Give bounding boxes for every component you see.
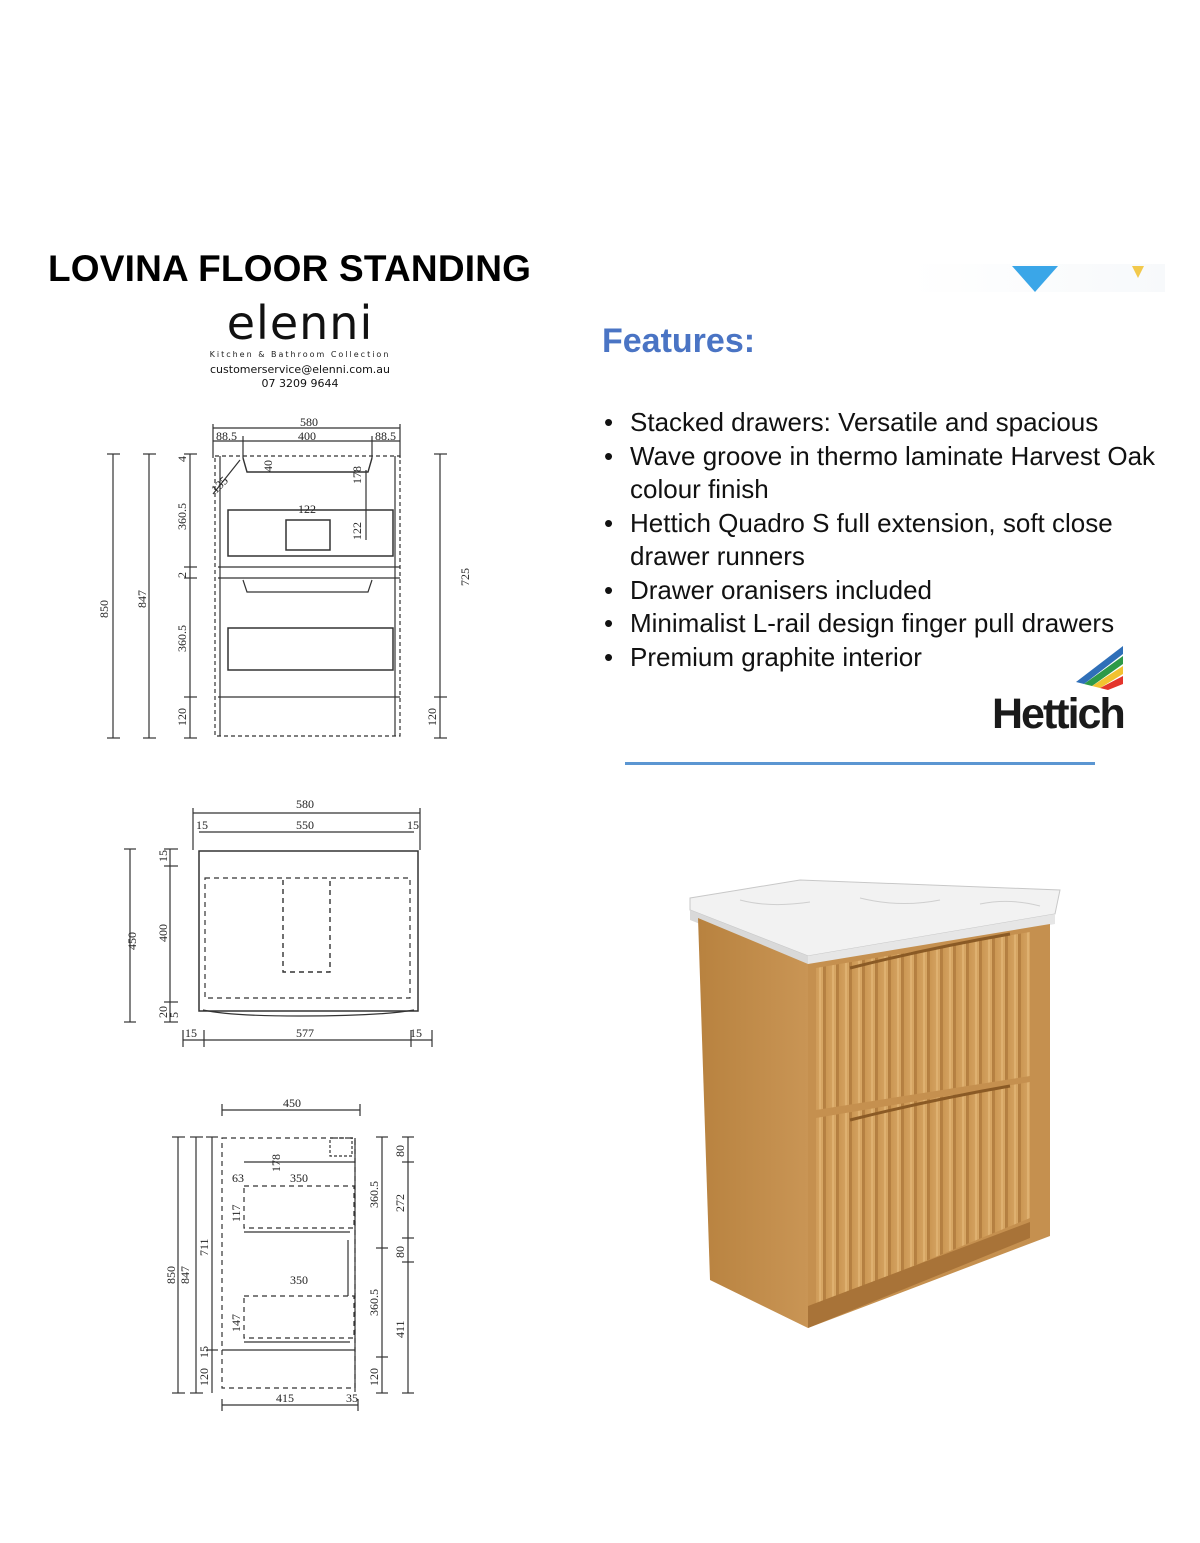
dim-side-kick-inner: 15 [197, 1346, 211, 1358]
dim-side-front-top: 80 [393, 1145, 407, 1157]
dim-front-basin-width: 400 [298, 429, 316, 443]
side-view-drawing [172, 1104, 414, 1411]
feature-item: • Premium graphite interior [600, 641, 1190, 675]
dim-side-drawer2-depth: 350 [290, 1273, 308, 1287]
dim-front-organiser-depth: 122 [350, 522, 364, 540]
dim-front-drawer1-height: 360.5 [175, 503, 189, 530]
dim-side-front-411: 411 [393, 1320, 407, 1338]
feature-item: • Wave groove in thermo laminate Harvest Oak colour finish [600, 440, 1190, 507]
dim-front-width: 580 [300, 415, 318, 429]
dim-front-right-kick: 120 [425, 708, 439, 726]
dim-front-angle: 135 [208, 473, 231, 497]
dim-plan-bottom-left: 15 [185, 1026, 197, 1040]
feature-item: • Hettich Quadro S full extension, soft close drawer runners [600, 507, 1190, 574]
dim-side-offset-63: 63 [232, 1171, 244, 1185]
section-divider [625, 762, 1095, 765]
dim-front-organiser-width: 122 [298, 502, 316, 516]
dim-side-internal-178: 178 [269, 1154, 283, 1172]
document-title: LOVINA FLOOR STANDING [48, 248, 532, 289]
dim-side-internal-height: 711 [197, 1238, 211, 1256]
features-heading: Features: [602, 322, 756, 360]
dim-plan-edge-top: 15 [156, 850, 170, 862]
blue-triangle-icon [1012, 266, 1058, 292]
dim-side-height-total: 850 [164, 1266, 178, 1284]
dim-front-internal-height: 178 [350, 466, 364, 484]
dim-side-front-drawer2: 360.5 [367, 1289, 381, 1316]
cabinet-side-panel [698, 918, 808, 1328]
dim-side-drawer2-side: 147 [229, 1314, 243, 1332]
dim-front-gap: 2 [175, 572, 189, 578]
hettich-wordmark: Hettich [992, 690, 1124, 738]
dim-plan-edge-right: 15 [407, 818, 419, 832]
dim-front-top-thickness: 4 [175, 456, 189, 462]
dim-side-drawer1-depth: 350 [290, 1171, 308, 1185]
brand-email: customerservice@elenni.com.au [210, 363, 390, 376]
dim-side-drawer1-side: 117 [229, 1204, 243, 1222]
brand-tagline: Kitchen & Bathroom Collection [209, 350, 391, 359]
decorative-triangles [910, 264, 1165, 292]
technical-drawings [0, 0, 600, 1440]
side-view-labels [164, 1096, 407, 1405]
dim-plan-depth-inner: 400 [156, 924, 170, 942]
dim-side-bottom-offset: 35 [346, 1391, 358, 1405]
dim-plan-inner-width: 550 [296, 818, 314, 832]
dim-plan-small-b: 5 [167, 1012, 181, 1018]
dim-front-kick-height: 120 [175, 708, 189, 726]
brand-phone: 07 3209 9644 [261, 377, 339, 390]
dim-plan-small-a: 20 [156, 1006, 170, 1018]
dim-side-kick-left: 120 [197, 1368, 211, 1386]
dim-front-height-total: 850 [97, 600, 111, 618]
dim-plan-bottom-width: 577 [296, 1026, 314, 1040]
dim-side-height-carcass: 847 [178, 1266, 192, 1284]
plan-view-drawing [124, 808, 432, 1047]
dim-plan-bottom-right: 15 [410, 1026, 422, 1040]
yellow-triangle-icon [1132, 266, 1144, 278]
dim-side-bottom-width: 415 [276, 1391, 294, 1405]
dim-side-depth: 450 [283, 1096, 301, 1110]
dim-plan-depth-total: 450 [125, 932, 139, 950]
dim-side-front-kick: 120 [367, 1368, 381, 1386]
dim-front-right-height: 725 [458, 568, 472, 586]
feature-item: • Drawer oranisers included [600, 574, 1190, 608]
brand-logo: elenni [226, 296, 374, 350]
dim-front-height-carcass: 847 [135, 590, 149, 608]
decorative-banner [910, 264, 1165, 292]
features-list [600, 406, 1190, 674]
dim-side-front-272: 272 [393, 1194, 407, 1212]
dim-side-front-drawer1: 360.5 [367, 1181, 381, 1208]
dim-plan-edge-left: 15 [196, 818, 208, 832]
dim-plan-width: 580 [296, 797, 314, 811]
hettich-logo [988, 638, 1143, 744]
feature-item: • Stacked drawers: Versatile and spacious [600, 406, 1190, 440]
dim-front-basin-depth: 40 [261, 460, 275, 472]
dim-side-front-80: 80 [393, 1246, 407, 1258]
dim-front-drawer2-height: 360.5 [175, 625, 189, 652]
front-elevation-labels [97, 415, 472, 726]
dim-front-side-right: 88.5 [375, 429, 396, 443]
hettich-stripes-icon [988, 638, 1143, 698]
front-elevation-drawing [107, 424, 447, 738]
product-image [680, 828, 1065, 1348]
feature-item: • Minimalist L-rail design finger pull drawers [600, 607, 1190, 641]
dim-front-side-left: 88.5 [216, 429, 237, 443]
